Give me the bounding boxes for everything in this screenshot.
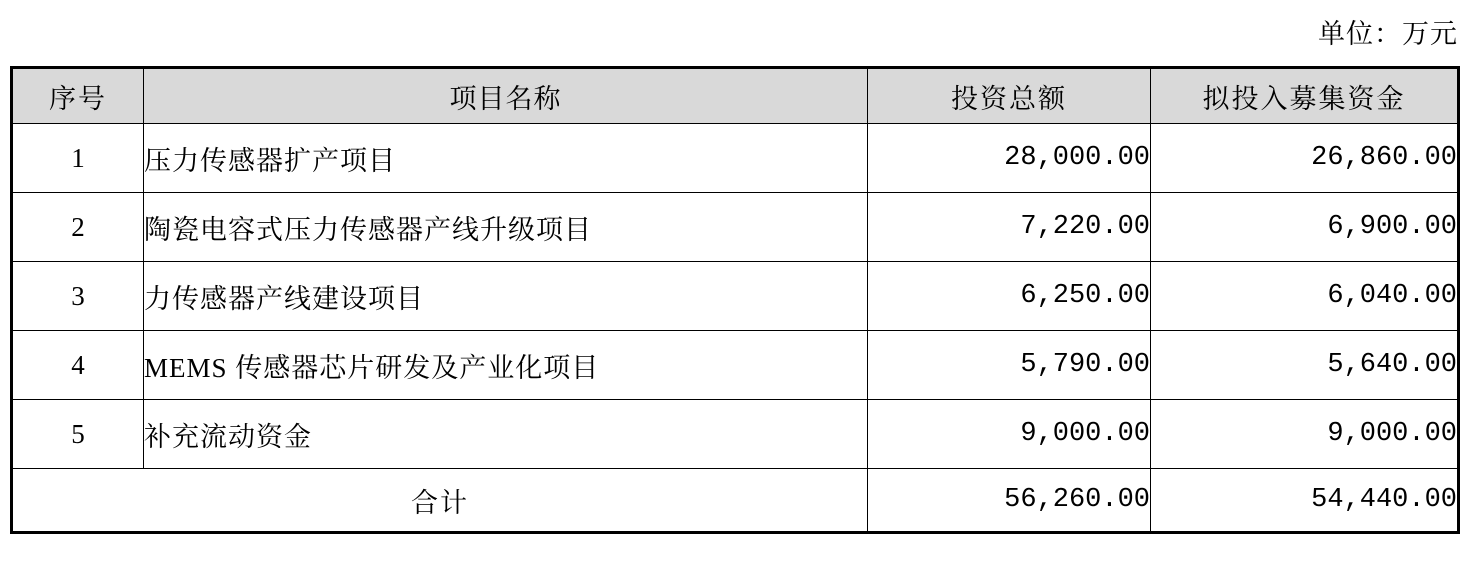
cell-name: 压力传感器扩产项目 [144,124,868,193]
cell-raise-sum: 54,440.00 [1151,469,1459,533]
table-body [12,124,1459,533]
cell-raise: 9,000.00 [1151,400,1459,469]
fundraising-table [10,66,1460,534]
fundraising-table-container [10,66,1460,534]
table-row [12,124,1459,193]
cell-total: 7,220.00 [868,193,1151,262]
table-row [12,193,1459,262]
cell-total: 28,000.00 [868,124,1151,193]
cell-name: 力传感器产线建设项目 [144,262,868,331]
header-cell-raise: 拟投入募集资金 [1151,68,1459,124]
table-row [12,331,1459,400]
cell-total: 5,790.00 [868,331,1151,400]
cell-raise: 6,900.00 [1151,193,1459,262]
header-cell-no: 序号 [12,68,144,124]
cell-total-sum: 56,260.00 [868,469,1151,533]
cell-total-label: 合计 [12,469,868,533]
cell-no: 4 [12,331,144,400]
unit-note: 单位：万元 [1318,19,1458,49]
table-header-row [12,68,1459,124]
table-total-row [12,469,1459,533]
cell-no: 1 [12,124,144,193]
cell-raise: 6,040.00 [1151,262,1459,331]
table-header [12,68,1459,124]
cell-total: 9,000.00 [868,400,1151,469]
cell-name: 陶瓷电容式压力传感器产线升级项目 [144,193,868,262]
cell-name: MEMS 传感器芯片研发及产业化项目 [144,331,868,400]
header-cell-name: 项目名称 [144,68,868,124]
cell-no: 5 [12,400,144,469]
cell-total: 6,250.00 [868,262,1151,331]
cell-no: 3 [12,262,144,331]
table-row [12,400,1459,469]
table-row [12,262,1459,331]
cell-no: 2 [12,193,144,262]
cell-raise: 5,640.00 [1151,331,1459,400]
cell-name: 补充流动资金 [144,400,868,469]
cell-raise: 26,860.00 [1151,124,1459,193]
header-cell-total: 投资总额 [868,68,1151,124]
